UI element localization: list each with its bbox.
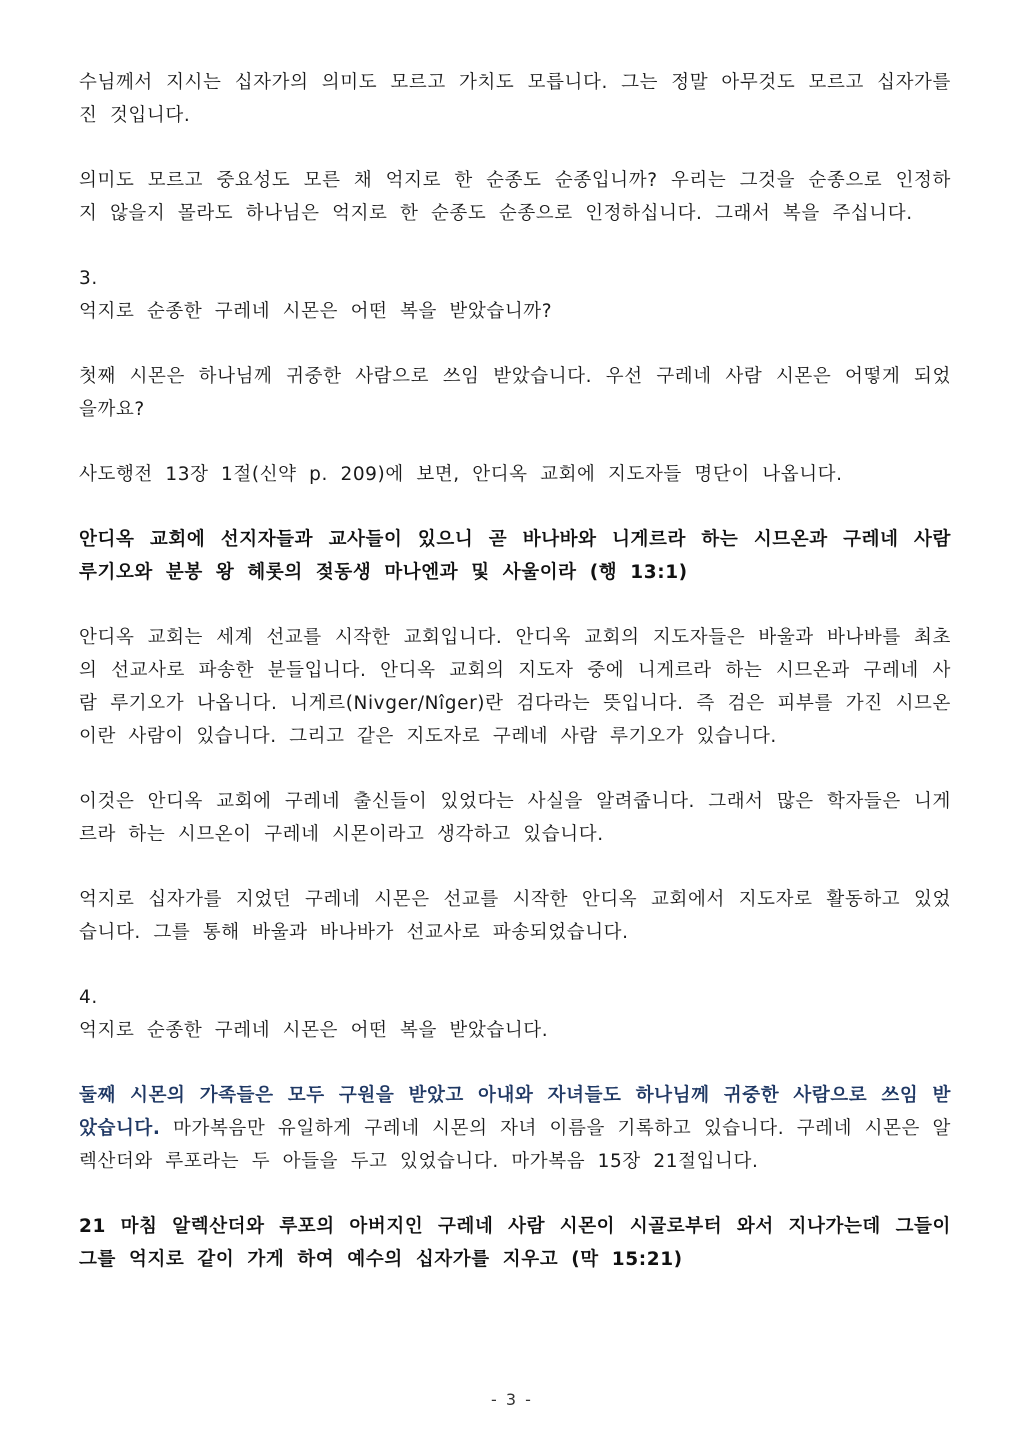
paragraph-acts-reference: 사도행전 13장 1절(신약 p. 209)에 보면, 안디옥 교회에 지도자들 명단이 나옵니다. xyxy=(79,464,843,485)
scripture-quote-acts-13-1: 안디옥 교회에 선지자들과 교사들이 있으니 곧 바나바와 니게르라 하는 시므온과 구레네 사람 루기오와 분봉 왕 헤롯의 젖동생 마나엔과 및 사울이라 (행 13:1) xyxy=(79,529,951,583)
paragraph-second-blessing xyxy=(79,1079,951,1178)
paragraph-cyrene-origin: 이것은 안디옥 교회에 구레네 출신들이 있었다는 사실을 알려줍니다. 그래서 많은 학자들은 니게르라 하는 시므온이 구레네 시몬이라고 생각하고 있습니다. xyxy=(79,791,951,845)
highlighted-text: 둘째 시몬의 가족들은 모두 구원을 받았고 아내와 자녀들도 하나님께 귀중한 사람으로 쓰임 받았습니다. xyxy=(79,1085,951,1139)
paragraph-simon-leader: 억지로 십자가를 지었던 구레네 시몬은 선교를 시작한 안디옥 교회에서 지도자로 활동하고 있었습니다. 그를 통해 바울과 바나바가 선교사로 파송되었습니다. xyxy=(79,889,951,943)
paragraph-cross-meaning: 수님께서 지시는 십자가의 의미도 모르고 가치도 모릅니다. 그는 정말 아무것도 모르고 십자가를 진 것입니다. xyxy=(79,72,951,126)
section-3-number: 3. xyxy=(79,268,98,289)
scripture-quote-mark-15-21: 21 마침 알렉산더와 루포의 아버지인 구레네 사람 시몬이 시골로부터 와서 지나가는데 그들이 그를 억지로 같이 가게 하여 예수의 십자가를 지우고 (막 15:21) xyxy=(79,1216,951,1270)
paragraph-antioch-church: 안디옥 교회는 세계 선교를 시작한 교회입니다. 안디옥 교회의 지도자들은 바울과 바나바를 최초의 선교사로 파송한 분들입니다. 안디옥 교회의 지도자 중에 니게르라 하는 시므온과 구레네 사람 루기오가 나옵니다. 니게르(Nivger/Nîger)란 검다라는 뜻입니다. 즉 검은 피부를 가진 시므온이란 사람이 있습니다. 그리고 같은 지도자로 구레네 사람 루기오가 있습니다. xyxy=(79,627,951,747)
section-4-question: 억지로 순종한 구레네 시몬은 어떤 복을 받았습니다. xyxy=(79,1020,549,1041)
document-page xyxy=(79,66,951,1308)
paragraph-forced-obedience: 의미도 모르고 중요성도 모른 채 억지로 한 순종도 순종입니까? 우리는 그것을 순종으로 인정하지 않을지 몰라도 하나님은 억지로 한 순종도 순종으로 인정하십니다. 그래서 복을 주십니다. xyxy=(79,170,951,224)
page-number: - 3 - xyxy=(491,1390,533,1409)
section-3-question: 억지로 순종한 구레네 시몬은 어떤 복을 받았습니까? xyxy=(79,301,553,322)
section-4-number: 4. xyxy=(79,987,98,1008)
paragraph-first-blessing: 첫째 시몬은 하나님께 귀중한 사람으로 쓰임 받았습니다. 우선 구레네 사람 시몬은 어떻게 되었을까요? xyxy=(79,366,951,420)
paragraph-text: 마가복음만 유일하게 구레네 시몬의 자녀 이름을 기록하고 있습니다. 구레네 시몬은 알렉산더와 루포라는 두 아들을 두고 있었습니다. 마가복음 15장 21절입니다. xyxy=(79,1118,951,1172)
